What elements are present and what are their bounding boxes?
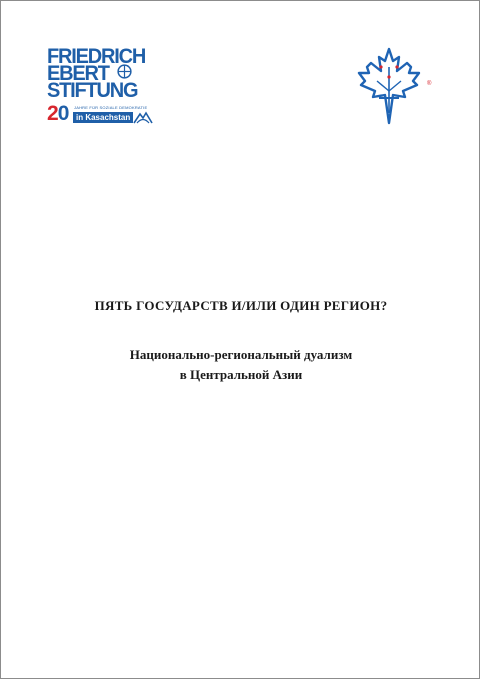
fes-location-badge: in Kasachstan (73, 112, 133, 123)
fes-anniversary-number (47, 103, 68, 124)
registered-mark: ® (427, 81, 432, 87)
fes-logo (47, 46, 159, 132)
document-subtitle-line-1: Национально-региональный дуализм (129, 347, 353, 362)
mountain-mark-icon (133, 110, 153, 124)
fes-anniversary-digit-2: 2 (47, 102, 58, 125)
fes-logo-line-3: STIFTUNG (47, 78, 138, 103)
globe-icon (117, 64, 132, 79)
fes-tagline: JAHRE FÜR SOZIALE DEMOKRATIE (74, 105, 148, 110)
document-subtitle-line-2: в Центральной Азии (179, 367, 303, 382)
maple-leaf-icon (357, 47, 421, 125)
fes-logo-line-1: FRIEDRICH (47, 44, 146, 69)
fes-anniversary-digit-0: 0 (57, 102, 69, 125)
fes-logo-line-2: EBERT (47, 61, 109, 86)
document-title: ПЯТЬ ГОСУДАРСТВ И/ИЛИ ОДИН РЕГИОН? (94, 298, 388, 313)
